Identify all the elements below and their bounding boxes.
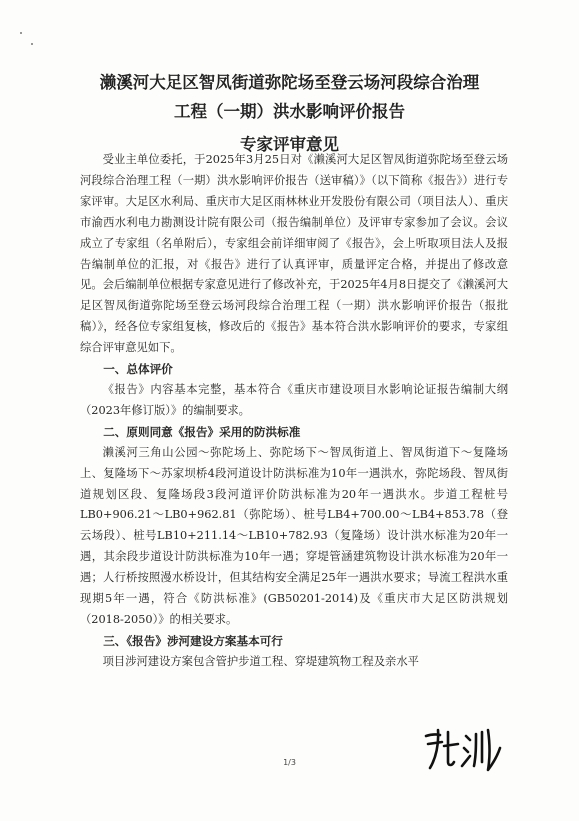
intro-paragraph: 受业主单位委托，于2025年3月25日对《濑溪河大足区智凤街道弥陀场至登云场河段综合治理工程（一期）洪水影响评价报告（送审稿）》（以下简称《报告》）进行专家评审。大足区水利局、重庆市大足区雨林林业开发股份有限公司（项目法人）、重庆市渝西水利电力勘测设计院有限公司（报告编制单位）及评审专家参加了会议。会议成立了专家组（名单附后），专家组会前详细审阅了《报告》，会上听取项目法人及报告编制单位的汇报，对《报告》进行了认真评审，质量评定合格，并提出了修改意见。会后编制单位根据专家意见进行了修改补充，于2025年4月8日提交了《濑溪河大足区智凤街道弥陀场至登云场河段综合治理工程（一期）洪水影响评价报告（报批稿）》，经各位专家组复核，修改后的《报告》基本符合洪水影响评价的要求，专家组综合评审意见如下。 [80,153,508,355]
section-heading-3: 三、《报告》涉河建设方案基本可行 [103,633,283,648]
section-heading-2: 二、原则同意《报告》采用的防洪标准 [103,424,301,439]
section-3-paragraph: 项目涉河建设方案包含管护步道工程、穿堤建筑物工程及亲水平 [102,654,419,668]
scan-speck [20,32,22,34]
document-title-line-1: 濑溪河大足区智凤街道弥陀场至登云场河段综合治理 [99,73,480,92]
document-subtitle: 专家评审意见 [240,135,339,154]
document-title-line-2: 工程（一期）洪水影响评价报告 [174,102,405,121]
document-body [80,150,508,673]
section-1-paragraph: 《报告》内容基本完整，基本符合《重庆市建设项目水影响论证报告编制大纲（2023年修订版）》的编制要求。 [80,382,508,417]
section-heading-1: 一、总体评价 [103,362,173,377]
page-number: 1/3 [283,758,296,767]
section-2-paragraph: 濑溪河三角山公园～弥陀场上、弥陀场下～智凤街道上、智凤街道下～复隆场上、复隆场下～苏家坝桥4段河道设计防洪标准为10年一遇洪水，弥陀场段、智凤街道规划区段、复隆场段3段河道评价防洪标准为20年一遇洪水。步道工程桩号LB0+906.21～LB0+962.81（弥陀场）、桩号LB4+700.00～LB4+853.78（登云场段）、桩号LB10+211.14～LB10+782.93（复隆场）设计洪水标准为20年一遇，其余段步道设计防洪标准为10年一遇；穿堤管涵建筑物设计洪水标准为20年一遇；人行桥按照漫水桥设计，但其结构安全满足25年一遇洪水要求；导流工程洪水重现期5年一遇，符合《防洪标准》(GB50201-2014)及《重庆市大足区防洪规划（2018-2050）》的相关要求。 [80,445,508,626]
scan-speck [31,43,33,45]
